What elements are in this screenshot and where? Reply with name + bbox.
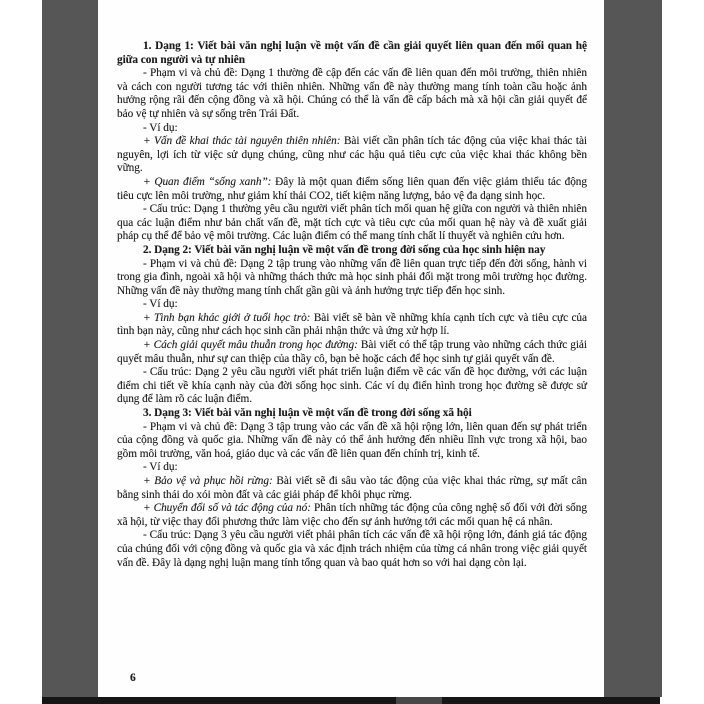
- section-dang-3: [117, 407, 587, 570]
- example-text: Bài viết sẽ đi sâu vào tác động của việc khai thác rừng, sự mất cân bằng sinh thái do xói mòn đất và các giải pháp để khôi phục rừng.: [117, 475, 587, 501]
- section-1-heading: 1. Dạng 1: Viết bài văn nghị luận về một vấn đề cần giải quyết liên quan đến mối quan hệ giữa con người và tự nhiên: [117, 40, 587, 66]
- section-3-example-1: [117, 475, 587, 502]
- section-1-example-label: - Ví dụ:: [143, 121, 178, 134]
- section-1-scope: - Phạm vi và chủ đề: Dạng 1 thường đề cập đến các vấn đề liên quan đến môi trường, thiên nhiên và cách con người tương tác với thiên nhiên. Những vấn đề này thường mang tính toàn cầu hoặc ảnh hưởng rộng rãi đến cộng đồng và xã hội. Chúng có thể là vấn đề cấp bách mà xã hội cần giải quyết để bảo vệ tự nhiên và sự sống trên Trái Đất.: [117, 67, 587, 120]
- example-lead: + Tình bạn khác giới ở tuổi học trò:: [143, 311, 314, 324]
- section-dang-1: [117, 40, 587, 244]
- section-2-example-2: [117, 339, 587, 366]
- section-2-structure: - Cấu trúc: Dạng 2 yêu cầu người viết phát triển luận điểm về các vấn đề học đường, với các luận điểm chi tiết về khía cạnh này của đời sống học sinh. Các ví dụ điển hình trong học đường sẽ được sử dụng để làm rõ các luận điểm.: [117, 366, 587, 406]
- section-1-example-1: [117, 135, 587, 176]
- example-lead: + Quan điểm “sống xanh”:: [143, 175, 276, 188]
- page-bottom-shadow: [42, 697, 660, 704]
- section-1-structure: - Cấu trúc: Dạng 1 thường yêu cầu người viết phân tích mối quan hệ giữa con người và thiên nhiên qua các luận điểm như bản chất vấn đề, mặt tích cực và tiêu cực của mối quan hệ này và đề xuất giải pháp cụ thể để bảo vệ môi trường. Các luận điểm có thể mang tính chất lí thuyết và nghiên cứu hơn.: [117, 203, 587, 243]
- section-dang-2: [117, 244, 587, 407]
- example-lead: + Bảo vệ và phục hồi rừng:: [143, 475, 277, 487]
- page-right-edge-bar: [604, 0, 662, 697]
- example-text: Bài viết sẽ bàn về những khía cạnh tích cực và tiêu cực của tình bạn này, cũng như cách học sinh cần phải nhận thức và ứng xử hợp lí.: [117, 311, 587, 338]
- example-lead: + Cách giải quyết mâu thuẫn trong học đường:: [143, 339, 361, 352]
- page-content: [117, 40, 587, 570]
- section-3-example-label: - Ví dụ:: [143, 461, 178, 474]
- section-3-heading: 3. Dạng 3: Viết bài văn nghị luận về một vấn đề trong đời sống xã hội: [143, 407, 472, 420]
- example-text: Bài viết cần phân tích tác động của việc khai thác tài nguyên, lợi ích từ việc sử dụng chúng, cũng như các hậu quả tiêu cực của việc khai thác không bền vững.: [117, 135, 587, 175]
- example-lead: + Chuyển đổi số và tác động của nó:: [143, 502, 314, 515]
- section-2-example-label: - Ví dụ:: [143, 298, 178, 311]
- document-page: [98, 0, 604, 697]
- section-2-scope: - Phạm vi và chủ đề: Dạng 2 tập trung vào những vấn đề liên quan trực tiếp đến đời sống, hành vi trong gia đình, ngoài xã hội và những thách thức mà học sinh phải đối mặt trong môi trường học đường. Những vấn đề này thường mang tính chất gần gũi và ảnh hưởng trực tiếp đến học sinh.: [117, 257, 587, 297]
- section-3-example-2: [117, 502, 587, 529]
- example-lead: + Vấn đề khai thác tài nguyên thiên nhiên:: [143, 135, 344, 148]
- page-left-edge-bar: [42, 0, 98, 698]
- section-3-scope: - Phạm vi và chủ đề: Dạng 3 tập trung vào các vấn đề xã hội rộng lớn, liên quan đến sự phát triển của cộng đồng và quốc gia. Những vấn đề này có thể ảnh hưởng đến nhiều lĩnh vực trong xã hội, bao gồm môi trường, văn hoá, giáo dục và các vấn đề liên quan đến chính trị, kinh tế.: [117, 420, 587, 460]
- section-2-heading: 2. Dạng 2: Viết bài văn nghị luận về một vấn đề trong đời sống của học sinh hiện nay: [143, 243, 546, 256]
- section-3-structure: - Cấu trúc: Dạng 3 yêu cầu người viết phải phân tích các vấn đề xã hội rộng lớn, đánh giá tác động của chúng đối với cộng đồng và quốc gia và xác định trách nhiệm của từng cá nhân trong việc giải quyết vấn đề. Đây là dạng nghị luận mang tính tổng quan và bao quát hơn so với hai dạng còn lại.: [117, 529, 587, 569]
- page-number: 6: [130, 672, 136, 684]
- bottom-shadow-highlight: [396, 697, 442, 704]
- example-text: Bài viết có thể tập trung vào những cách thức giải quyết mâu thuẫn, như sự can thiệp của thầy cô, bạn bè hoặc cách để học sinh tự giải quyết vấn đề.: [117, 339, 587, 365]
- example-text: Đây là một quan điểm sống liên quan đến việc giảm thiểu tác động tiêu cực lên môi trường, như giảm khí thải CO2, tiết kiệm năng lượng, bảo vệ đa dạng sinh học.: [117, 175, 587, 202]
- section-1-example-2: [117, 176, 587, 203]
- example-text: Phân tích những tác động của công nghệ số đối với đời sống xã hội, từ việc thay đổi phương thức làm việc cho đến sự ảnh hưởng tới các mối quan hệ cá nhân.: [117, 502, 587, 528]
- section-2-example-1: [117, 312, 587, 339]
